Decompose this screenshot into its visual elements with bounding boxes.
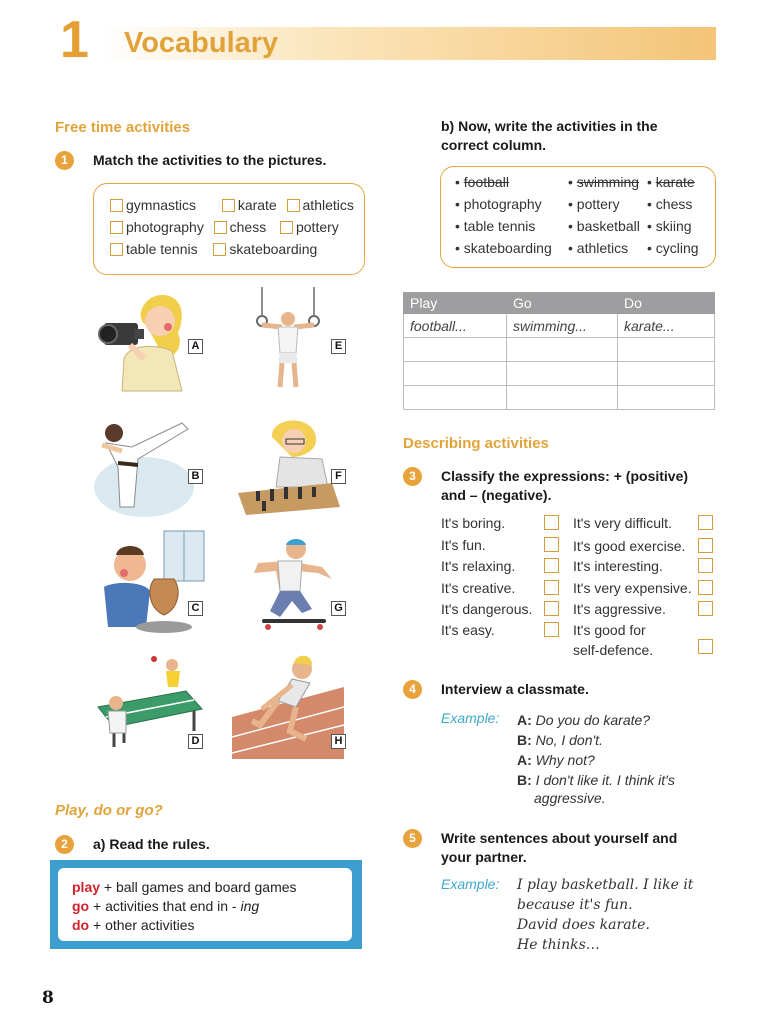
column-header-do: Do xyxy=(618,293,715,314)
expression-checkbox[interactable] xyxy=(544,558,559,573)
bullet-word: • karate xyxy=(647,174,695,190)
instruction-line: and – (negative). xyxy=(441,487,552,503)
dialogue-text: aggressive. xyxy=(534,790,606,806)
dialogue-speaker: B: xyxy=(517,732,532,748)
expression-checkbox[interactable] xyxy=(544,601,559,616)
column-header-go: Go xyxy=(507,293,618,314)
expression-item: It's very expensive. xyxy=(573,580,692,596)
word-gymnastics: gymnastics xyxy=(126,197,197,213)
dialogue-text: I don't like it. I think it's xyxy=(531,772,675,788)
table-cell[interactable] xyxy=(507,386,618,410)
exercise-3-instruction xyxy=(441,467,688,505)
bullet-word: • photography xyxy=(455,196,542,212)
exercise-4-instruction: Interview a classmate. xyxy=(441,681,589,697)
exercise-1-instruction: Match the activities to the pictures. xyxy=(93,152,327,168)
picture-label-d: D xyxy=(188,734,203,749)
table-cell[interactable]: swimming... xyxy=(507,314,618,338)
bullet-word: • basketball xyxy=(568,218,640,234)
bullet-word: • cycling xyxy=(647,240,699,256)
table-cell[interactable] xyxy=(507,362,618,386)
example-sentence: I play basketball. I like it xyxy=(517,877,694,893)
picture-label-c: C xyxy=(188,601,203,616)
exercise-4-number: 4 xyxy=(403,680,422,699)
activities-row-1 xyxy=(110,197,354,213)
activities-row-3 xyxy=(110,241,317,257)
dialogue-speaker: B: xyxy=(517,772,532,788)
checkbox[interactable] xyxy=(110,221,123,234)
checkbox[interactable] xyxy=(214,221,227,234)
expression-checkbox[interactable] xyxy=(698,515,713,530)
picture-athletics xyxy=(232,647,344,759)
word-athletics: athletics xyxy=(302,197,354,213)
rule-play xyxy=(72,879,297,895)
activity-columns-table xyxy=(403,292,715,410)
expression-item: It's dangerous. xyxy=(441,601,533,617)
bullet-word: • skiing xyxy=(647,218,692,234)
expression-checkbox[interactable] xyxy=(544,622,559,637)
dialogue-text: Do you do karate? xyxy=(531,712,651,728)
bullet-word-text: basketball xyxy=(576,218,640,234)
dialogue-speaker: A: xyxy=(517,712,532,728)
expression-checkbox[interactable] xyxy=(698,538,713,553)
expression-item: It's aggressive. xyxy=(573,601,666,617)
picture-karate xyxy=(94,407,206,519)
expression-item: It's interesting. xyxy=(573,558,663,574)
expression-item: It's fun. xyxy=(441,537,486,553)
table-cell[interactable] xyxy=(618,338,715,362)
bullet-word-text: football xyxy=(463,174,509,190)
rule-keyword: go xyxy=(72,898,90,914)
table-cell[interactable]: karate... xyxy=(618,314,715,338)
expression-line: self-defence. xyxy=(573,642,654,658)
picture-label-a: A xyxy=(188,339,203,354)
table-cell[interactable] xyxy=(404,362,507,386)
bullet-word: • chess xyxy=(647,196,693,212)
checkbox[interactable] xyxy=(287,199,300,212)
example-label: Example: xyxy=(441,710,500,726)
example-sentence: He thinks… xyxy=(517,937,600,953)
expression-checkbox[interactable] xyxy=(698,639,713,654)
instruction-line: Write sentences about yourself and xyxy=(441,830,678,846)
expression-item: It's relaxing. xyxy=(441,558,516,574)
word-chess: chess xyxy=(229,219,267,235)
picture-gymnastics xyxy=(232,287,344,399)
bullet-word-text: skateboarding xyxy=(463,240,552,256)
example-sentence: because it's fun. xyxy=(517,897,633,913)
expression-checkbox[interactable] xyxy=(544,580,559,595)
picture-label-b: B xyxy=(188,469,203,484)
expression-checkbox[interactable] xyxy=(544,515,559,530)
exercise-3-number: 3 xyxy=(403,467,422,486)
bullet-word-text: skiing xyxy=(655,218,692,234)
bullet-word-text: pottery xyxy=(576,196,620,212)
exercise-2-number: 2 xyxy=(55,835,74,854)
expression-item: It's creative. xyxy=(441,580,516,596)
picture-chess xyxy=(232,407,344,519)
bullet-word-text: karate xyxy=(655,174,695,190)
bullet-word: • table tennis xyxy=(455,218,536,234)
expression-checkbox[interactable] xyxy=(698,580,713,595)
table-cell[interactable] xyxy=(507,338,618,362)
picture-skateboarding xyxy=(232,527,344,639)
rule-do xyxy=(72,917,195,933)
bullet-word: • pottery xyxy=(568,196,620,212)
rule-keyword: play xyxy=(72,879,101,895)
checkbox[interactable] xyxy=(280,221,293,234)
rule-keyword: do xyxy=(72,917,90,933)
table-cell[interactable] xyxy=(618,362,715,386)
exercise-2b-instruction xyxy=(441,117,658,155)
dialogue-line xyxy=(534,788,606,808)
dialogue-line xyxy=(517,750,595,770)
exercise-1-number: 1 xyxy=(55,151,74,170)
bullet-word-text: chess xyxy=(655,196,693,212)
dialogue-line xyxy=(517,710,650,730)
section-title-play-do-go: Play, do or go? xyxy=(55,802,163,819)
expression-item: It's boring. xyxy=(441,515,506,531)
checkbox[interactable] xyxy=(110,199,123,212)
instruction-line: b) Now, write the activities in the xyxy=(441,118,658,134)
picture-label-e: E xyxy=(331,339,346,354)
unit-number: 1 xyxy=(60,11,89,69)
bullet-word-text: cycling xyxy=(655,240,699,256)
expression-checkbox[interactable] xyxy=(698,601,713,616)
bullet-word: • swimming xyxy=(568,174,640,190)
word-pottery: pottery xyxy=(295,219,339,235)
rule-suffix: ing xyxy=(240,898,260,914)
rule-go xyxy=(72,898,259,914)
expression-item: It's good exercise. xyxy=(573,538,686,554)
expression-checkbox[interactable] xyxy=(544,537,559,552)
table-cell[interactable]: football... xyxy=(404,314,507,338)
expression-line: It's good for xyxy=(573,622,646,638)
bullet-word: • football xyxy=(455,174,509,190)
bullet-word-text: swimming xyxy=(576,174,640,190)
word-table-tennis: table tennis xyxy=(126,241,198,257)
expression-item: It's very difficult. xyxy=(573,515,672,531)
table-cell[interactable] xyxy=(404,338,507,362)
exercise-5-number: 5 xyxy=(403,829,422,848)
picture-label-f: F xyxy=(331,469,346,484)
rule-text: + activities that end in - xyxy=(89,898,241,914)
bullet-word: • skateboarding xyxy=(455,240,552,256)
instruction-line: your partner. xyxy=(441,849,527,865)
rule-text: + other activities xyxy=(89,917,195,933)
word-photography: photography xyxy=(126,219,204,235)
dialogue-line xyxy=(517,730,603,750)
picture-label-g: G xyxy=(331,601,346,616)
expression-item: It's easy. xyxy=(441,622,495,638)
section-title-free-time: Free time activities xyxy=(55,119,191,136)
bullet-word: • athletics xyxy=(568,240,629,256)
dialogue-text: No, I don't. xyxy=(531,732,603,748)
exercise-2a-instruction: a) Read the rules. xyxy=(93,836,210,852)
checkbox[interactable] xyxy=(222,199,235,212)
table-cell[interactable] xyxy=(618,386,715,410)
exercise-5-instruction xyxy=(441,829,677,867)
example-label: Example: xyxy=(441,876,500,892)
checkbox[interactable] xyxy=(110,243,123,256)
page-title: Vocabulary xyxy=(124,27,279,59)
dialogue-text: Why not? xyxy=(531,752,595,768)
section-title-describing: Describing activities xyxy=(403,435,549,452)
expression-checkbox[interactable] xyxy=(698,558,713,573)
bullet-word-text: athletics xyxy=(576,240,629,256)
dialogue-speaker: A: xyxy=(517,752,532,768)
example-sentence: David does karate. xyxy=(517,917,650,933)
bullet-word-text: photography xyxy=(463,196,542,212)
table-cell[interactable] xyxy=(404,386,507,410)
instruction-line: Classify the expressions: + (positive) xyxy=(441,468,689,484)
expression-self-defence xyxy=(573,620,653,660)
rule-text: + ball games and board games xyxy=(100,879,297,895)
picture-label-h: H xyxy=(331,734,346,749)
picture-pottery xyxy=(94,527,206,639)
dialogue-line xyxy=(517,770,675,790)
bullet-word-text: table tennis xyxy=(463,218,536,234)
word-skateboarding: skateboarding xyxy=(229,241,318,257)
instruction-line: correct column. xyxy=(441,137,547,153)
activities-row-2 xyxy=(110,219,339,235)
checkbox[interactable] xyxy=(213,243,226,256)
word-karate: karate xyxy=(237,197,277,213)
page-number: 8 xyxy=(42,988,54,1008)
column-header-play: Play xyxy=(404,293,507,314)
